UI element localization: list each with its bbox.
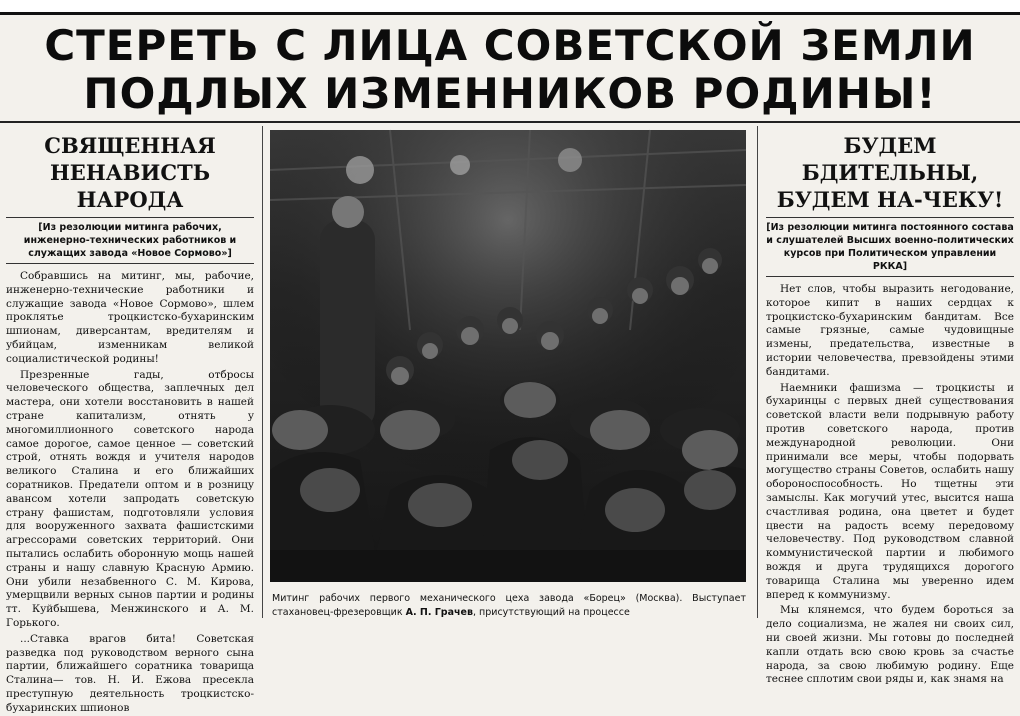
right-article-subtitle: [Из резолюции митинга постоянного состава и слушателей Высших военно-политических курсов при Политическом управлении РККА] bbox=[766, 217, 1014, 277]
right-title-line-2: БУДЕМ НА-ЧЕКУ! bbox=[776, 187, 1004, 212]
left-article-body bbox=[6, 270, 254, 716]
right-paragraph-1: Нет слов, чтобы выразить негодование, которое кипит в наших сердцах к троцкистско-бухаринским бандитам. Все самые грязные, самые чудовищные измены, предательства, известные в истории человечества, превзойдены этими бандитами. bbox=[766, 283, 1014, 378]
crowd-photo-illustration bbox=[270, 130, 746, 582]
headline-line-1: СТЕРЕТЬ С ЛИЦА СОВЕТСКОЙ ЗЕМЛИ bbox=[44, 21, 976, 70]
left-article bbox=[4, 126, 256, 714]
caption-text: Митинг рабочих первого механического цеха завода «Борец» (Москва). Выступает стахановец-фрезеровщик bbox=[272, 593, 746, 618]
right-article-title bbox=[764, 132, 1016, 213]
left-title-line-1: СВЯЩЕННАЯ bbox=[44, 133, 216, 158]
top-rule bbox=[0, 12, 1020, 15]
left-article-subtitle: [Из резолюции митинга рабочих, инженерно-технических работников и служащих завода «Новое Сормово»] bbox=[6, 217, 254, 264]
column-divider-right bbox=[757, 126, 758, 618]
left-paragraph-2: Презренные гады, отбросы человеческого общества, заплечных дел мастера, они хотели восстановить в нашей стране капитализм, отнять у многомиллионного советского народа самое дорогое, самое ценное — советский строй, отнять вождя и учителя народов великого Сталина и его ближайших соратников. Предатели оптом и в розницу авансом хотели запродать советскую страну фашистам, подготовляли условия для вооруженного захвата фашистскими агрессорами советских территорий. Они пытались ослабить оборонную мощь нашей страны и нашу славную Красную Армию. Они убили незабвенного С. М. Кирова, умерщвили верных сынов партии и родины тт. Куйбышева, Менжинского и А. М. Горького. bbox=[6, 368, 254, 629]
right-article-body bbox=[766, 283, 1014, 687]
left-title-line-2: НЕНАВИСТЬ НАРОДА bbox=[49, 160, 211, 212]
left-article-title bbox=[4, 132, 256, 213]
column-divider-left bbox=[262, 126, 263, 618]
photo-caption bbox=[272, 592, 746, 620]
caption-suffix: , присутствующий на процессе bbox=[473, 607, 630, 618]
page-top-margin bbox=[0, 0, 1020, 12]
main-headline bbox=[0, 22, 1020, 118]
caption-name: А. П. Грачев bbox=[405, 607, 473, 618]
left-paragraph-3: ...Ставка врагов бита! Советская разведка под руководством верного сына партии, ближайшего соратника товарища Сталина— тов. Н. И. Ежова пресекла преступную деятельность троцкистско-бухаринских шпионов bbox=[6, 632, 254, 714]
right-article bbox=[764, 126, 1016, 686]
right-paragraph-2: Наемники фашизма — троцкисты и бухаринцы с первых дней существования советской власти вели подрывную работу против советского народа, против международной революции. Они принимали все меры, чтобы подорвать могущество страны Советов, ослабить нашу обороноспособность. Но тщетны эти замыслы. Как могучий утес, высится наша счастливая родина, она цветет и будет цвести на радость всему передовому человечеству. Под руководством славной коммунистической партии и любимого вождя и друга трудящихся дорогого товарища Сталина мы уверенно идем вперед к коммунизму. bbox=[766, 381, 1014, 601]
left-paragraph-1: Собравшись на митинг, мы, рабочие, инженерно-технические работники и служащие завода «Новое Сормово», шлем проклятье троцкистско-бухаринским шпионам, диверсантам, вредителям и убийцам, изменникам великой социалистической родины! bbox=[6, 270, 254, 365]
headline-line-2: ПОДЛЫХ ИЗМЕННИКОВ РОДИНЫ! bbox=[83, 69, 937, 118]
right-paragraph-3: Мы клянемся, что будем бороться за дело социализма, не жалея ни своих сил, ни своей жизни. Мы готовы до последней капли отдать всю свою кровь за счастье народа, за свою любимую родину. Еще теснее сплотим свои ряды и, как знамя на bbox=[766, 604, 1014, 686]
meeting-photo bbox=[270, 130, 746, 582]
headline-rule bbox=[0, 121, 1020, 123]
right-title-line-1: БУДЕМ БДИТЕЛЬНЫ, bbox=[801, 133, 979, 185]
